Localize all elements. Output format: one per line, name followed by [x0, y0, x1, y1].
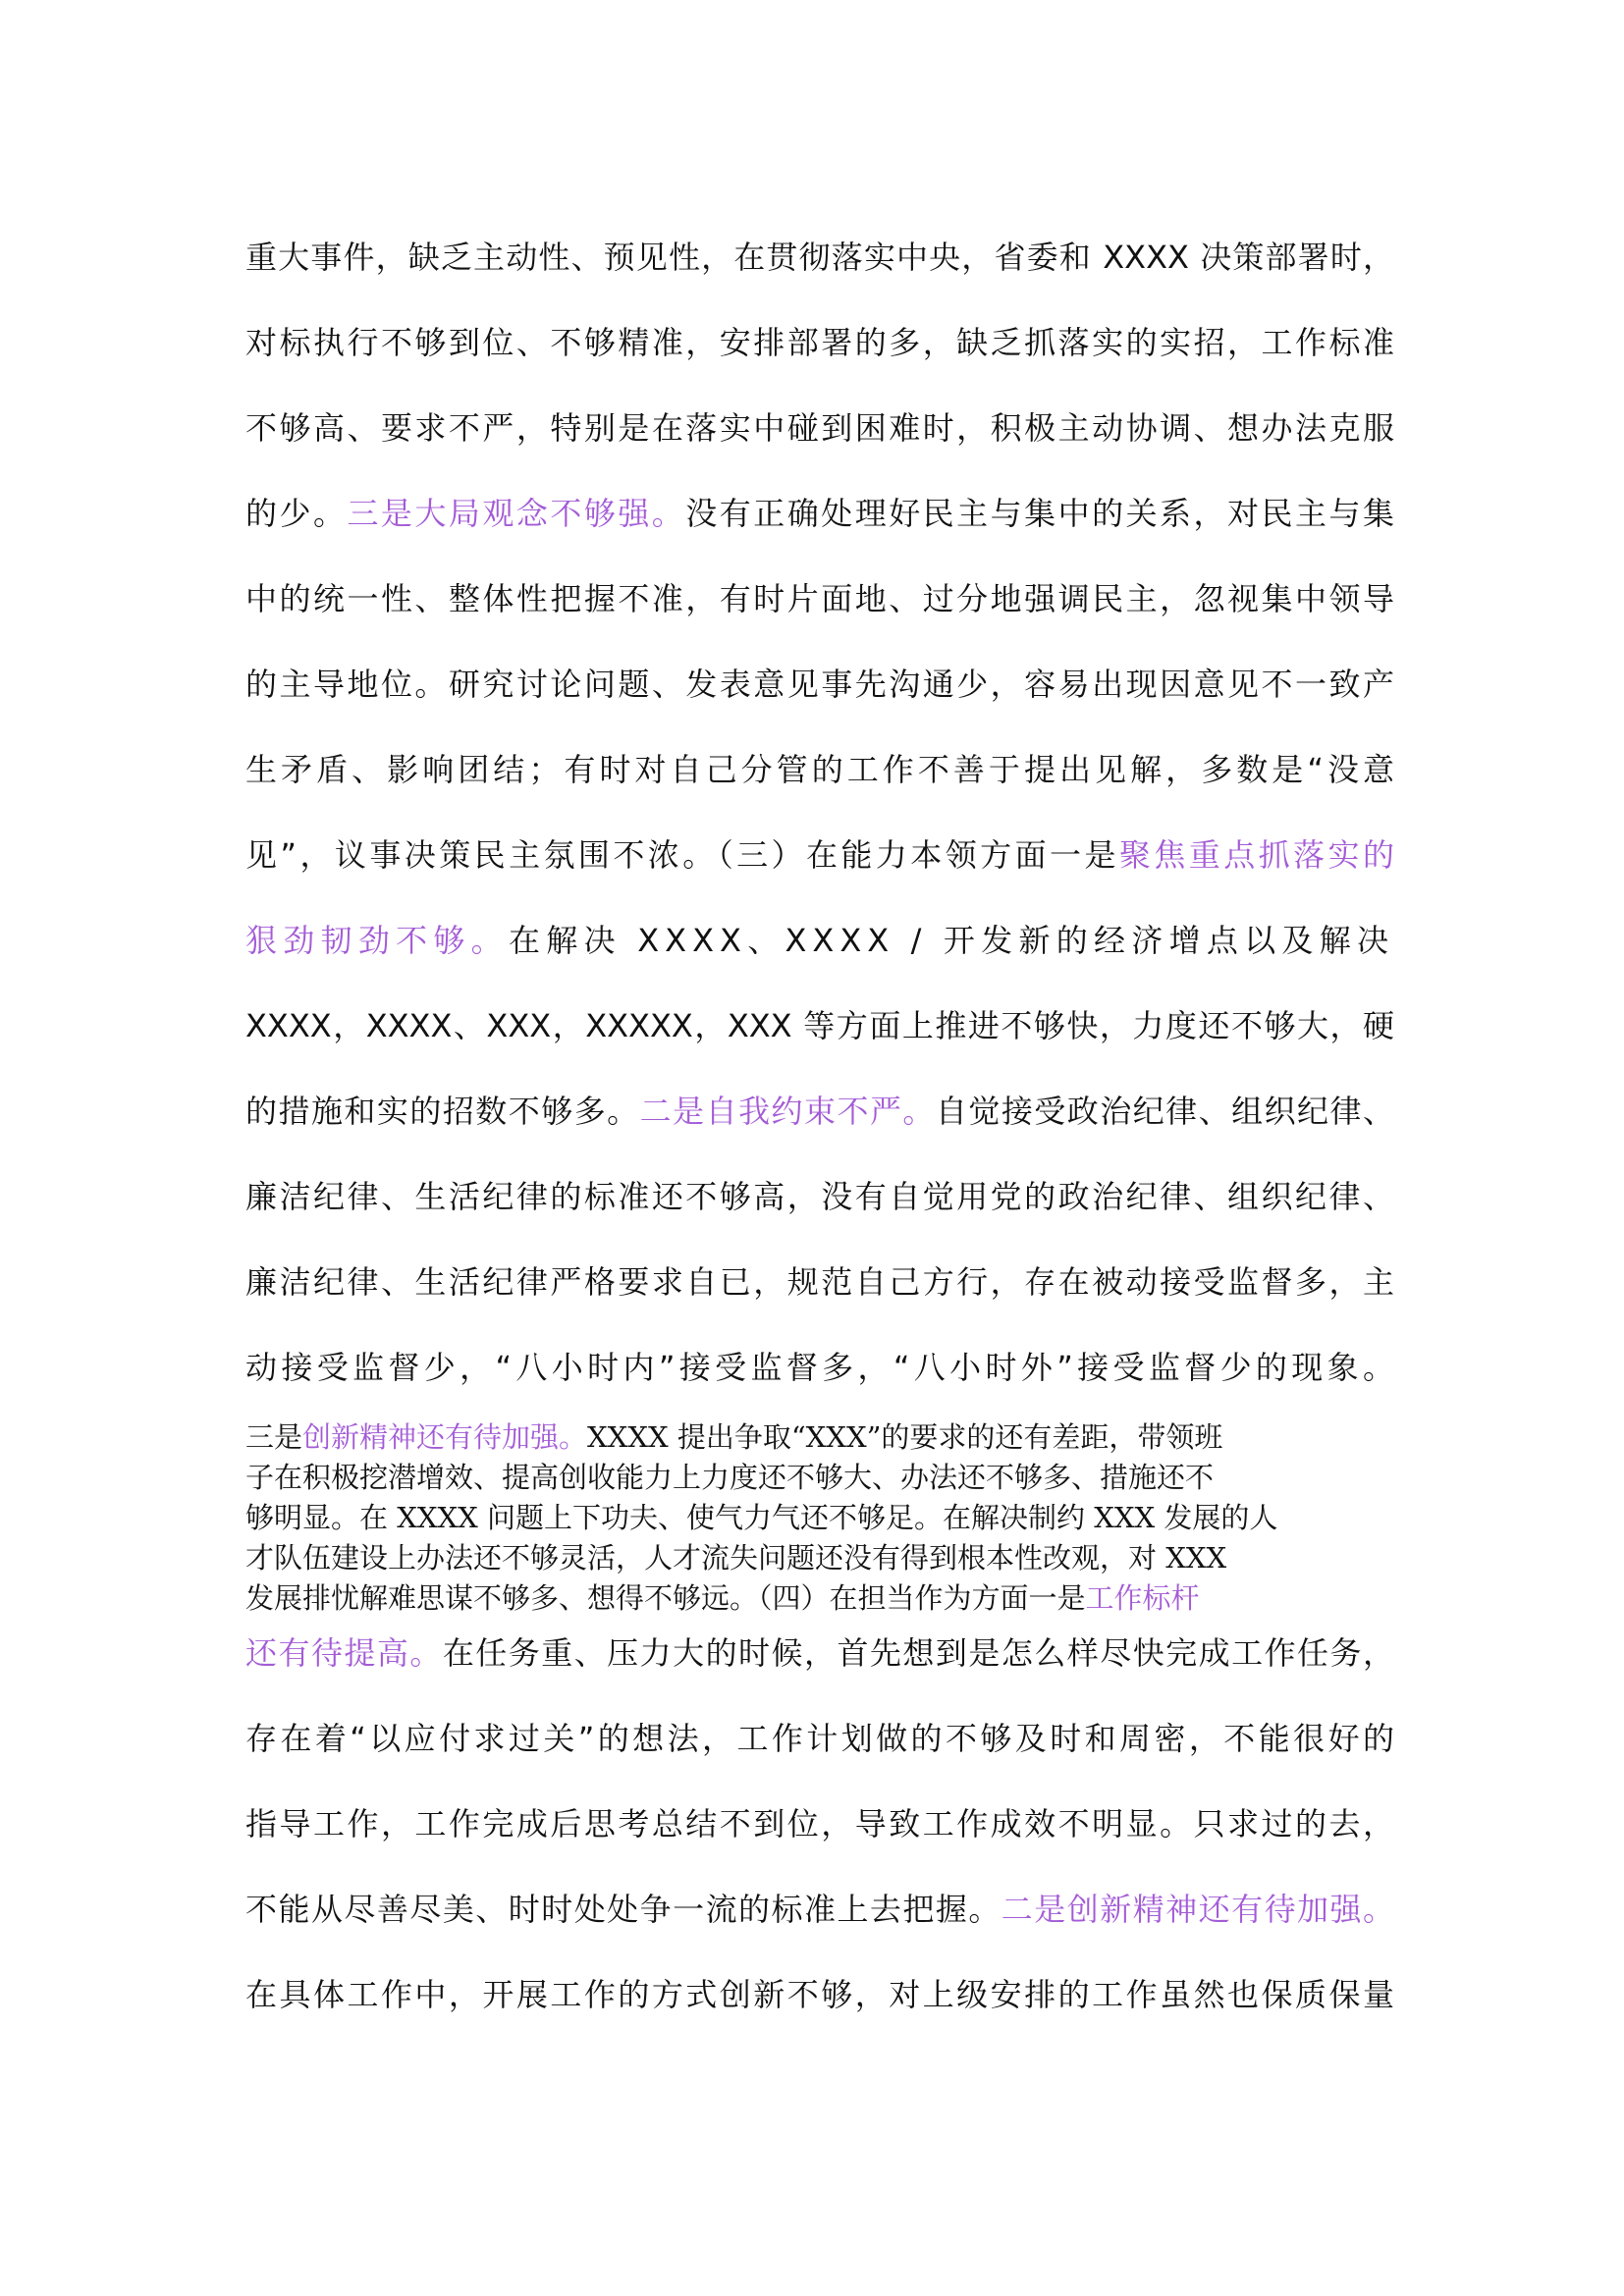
- text-line: 存在着“以应付求过关”的想法，工作计划做的不够及时和周密，不能很好的: [245, 1720, 1394, 1757]
- highlight-heading: 大局观念不够强。: [414, 495, 686, 532]
- text-line: 中的统一性、整体性把握不准，有时片面地、过分地强调民主，忽视集中领导: [245, 580, 1394, 617]
- text-line: 重大事件，缺乏主动性、预见性，在贯彻落实中央，省委和 XXXX 决策部署时，: [245, 239, 1394, 276]
- text-line: 生矛盾、影响团结；有时对自己分管的工作不善于提出见解，多数是“没意: [245, 751, 1394, 788]
- text-line: 动接受监督少，“八小时内”接受监督多，“八小时外”接受监督少的现象。: [245, 1349, 1394, 1386]
- text-line: 的措施和实的招数不够多。二是自我约束不严。自觉接受政治纪律、组织纪律、: [245, 1093, 1394, 1130]
- highlight-heading: 聚焦重点抓落实的: [1118, 836, 1394, 874]
- highlight-heading: 还有待提高。: [245, 1634, 443, 1672]
- highlight-label: 二是: [1001, 1891, 1067, 1928]
- text-line: 的少。三是大局观念不够强。没有正确处理好民主与集中的关系，对民主与集: [245, 495, 1394, 532]
- text-line: 狠劲韧劲不够。在解决 XXXX、XXXX / 开发新的经济增点以及解决: [245, 922, 1394, 959]
- text-line: 发展排忧解难思谋不够多、想得不够远。（四）在担当作为方面一是工作标杆: [245, 1581, 1200, 1615]
- text-line: 不能从尽善尽美、时时处处争一流的标准上去把握。二是创新精神还有待加强。: [245, 1891, 1394, 1928]
- text-line: 的主导地位。研究讨论问题、发表意见事先沟通少，容易出现因意见不一致产: [245, 666, 1394, 703]
- highlight-heading: 创新精神还有待加强。: [302, 1420, 588, 1454]
- text-line: 不够高、要求不严，特别是在落实中碰到困难时，积极主动协调、想办法克服: [245, 409, 1394, 447]
- text-line: 还有待提高。在任务重、压力大的时候，首先想到是怎么样尽快完成工作任务，: [245, 1634, 1394, 1672]
- text-line: 廉洁纪律、生活纪律严格要求自已，规范自己方行，存在被动接受监督多，主: [245, 1263, 1394, 1301]
- text-line: 三是创新精神还有待加强。XXXX 提出争取“XXX”的要求的还有差距，带领班: [245, 1420, 1223, 1454]
- text-line: 够明显。在 XXXX 问题上下功夫、使气力气还不够足。在解决制约 XXX 发展的人: [245, 1501, 1278, 1534]
- highlight-label: 三是: [347, 495, 415, 532]
- text-line: 见”，议事决策民主氛围不浓。（三）在能力本领方面一是聚焦重点抓落实的: [245, 836, 1394, 874]
- text-line: XXXX，XXXX、XXX，XXXXX，XXX 等方面上推进不够快，力度还不够大，硬: [245, 1007, 1394, 1044]
- highlight-heading: 自我约束不严。: [705, 1093, 936, 1130]
- highlight-label: 二是: [639, 1093, 706, 1130]
- section-heading: （三）在能力本领方面一是: [717, 836, 1119, 874]
- highlight-heading: 工作标杆: [1085, 1581, 1200, 1615]
- highlight-heading: 狠劲韧劲不够。: [245, 922, 509, 959]
- text-line: 才队伍建设上办法还不够灵活，人才流失问题还没有得到根本性改观，对 XXX: [245, 1541, 1227, 1575]
- text-line: 指导工作，工作完成后思考总结不到位，导致工作成效不明显。只求过的去，: [245, 1805, 1394, 1842]
- text-line: 廉洁纪律、生活纪律的标准还不够高，没有自觉用党的政治纪律、组织纪律、: [245, 1178, 1394, 1215]
- text-line: 子在积极挖潜增效、提高创收能力上力度还不够大、办法还不够多、措施还不: [245, 1461, 1215, 1494]
- text-line: 对标执行不够到位、不够精准，安排部署的多，缺乏抓落实的实招，工作标准: [245, 324, 1394, 361]
- text-line: 在具体工作中，开展工作的方式创新不够，对上级安排的工作虽然也保质保量: [245, 1976, 1394, 2013]
- highlight-heading: 创新精神还有待加强。: [1066, 1891, 1394, 1928]
